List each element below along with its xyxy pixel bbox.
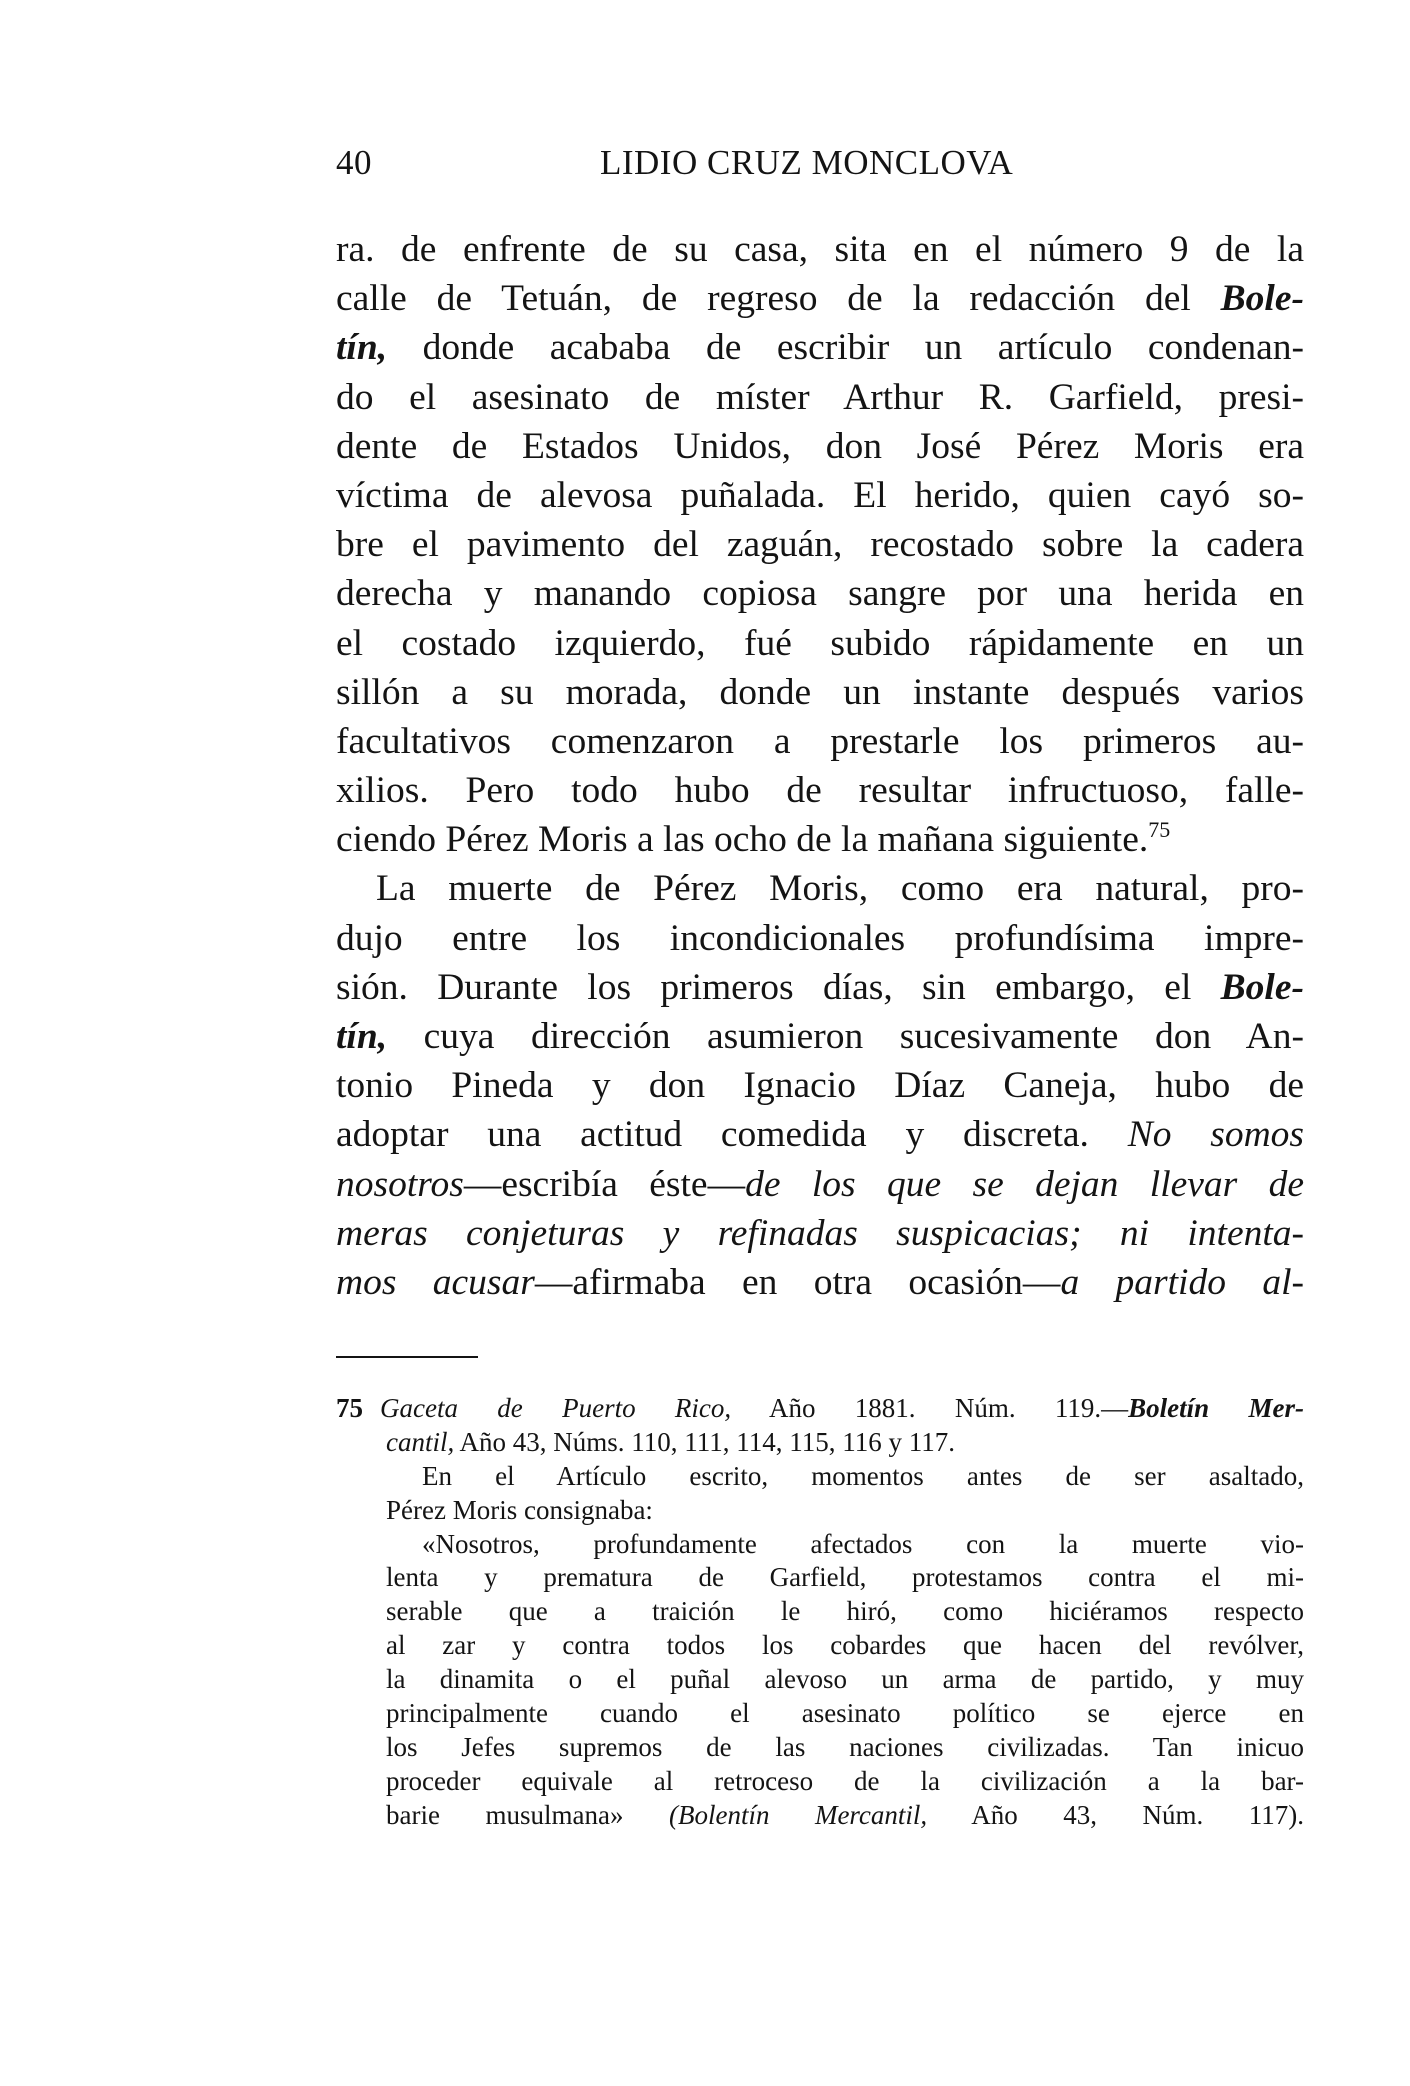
text-line: víctima de alevosa puñalada. El herido, quien cayó so- bbox=[336, 474, 1304, 516]
text-line: derecha y manando copiosa sangre por una herida en bbox=[336, 573, 1304, 615]
text-line: calle de Tetuán, de regreso de la redacción del Bole- bbox=[336, 278, 1304, 320]
text-line: sión. Durante los primeros días, sin embargo, el Bole- bbox=[336, 966, 1304, 1008]
footnote-line: 75 Gaceta de Puerto Rico, Año 1881. Núm. 119.—Boletín Mer- bbox=[336, 1392, 1304, 1426]
text-line: el costado izquierdo, fué subido rápidamente en un bbox=[336, 622, 1304, 664]
text-line: sillón a su morada, donde un instante después varios bbox=[336, 671, 1304, 713]
footnote-reference: 75 bbox=[1148, 817, 1171, 843]
text-line: La muerte de Pérez Moris, como era natural, pro- bbox=[376, 868, 1304, 910]
footnote-line: «Nosotros, profundamente afectados con la muerte vio- bbox=[422, 1528, 1304, 1559]
footnote-number: 75 bbox=[336, 1393, 363, 1423]
footnote-line: los Jefes supremos de las naciones civilizadas. Tan inicuo bbox=[386, 1731, 1304, 1762]
footnote-line: cantil, Año 43, Núms. 110, 111, 114, 115, 116 y 117. bbox=[386, 1426, 956, 1457]
body-text bbox=[336, 225, 1304, 1307]
page-number: 40 bbox=[336, 143, 372, 182]
text-line: dente de Estados Unidos, don José Pérez Moris era bbox=[336, 425, 1304, 467]
footnote-divider bbox=[336, 1356, 478, 1358]
running-title: LIDIO CRUZ MONCLOVA bbox=[600, 143, 1014, 182]
footnote-line: la dinamita o el puñal alevoso un arma de partido, y muy bbox=[386, 1664, 1304, 1695]
text-line: bre el pavimento del zaguán, recostado sobre la cadera bbox=[336, 524, 1304, 566]
text-line: facultativos comenzaron a prestarle los primeros au- bbox=[336, 720, 1304, 762]
text-line: adoptar una actitud comedida y discreta. No somos bbox=[336, 1114, 1304, 1156]
text-line: ciendo Pérez Moris a las ocho de la mañana siguiente.$^{75}$ bbox=[336, 817, 1171, 861]
text-line: dujo entre los incondicionales profundísima impre- bbox=[336, 917, 1304, 959]
text-line: tonio Pineda y don Ignacio Díaz Caneja, hubo de bbox=[336, 1065, 1304, 1107]
footnote-line: serable que a traición le hiró, como hiciéramos respecto bbox=[386, 1596, 1304, 1627]
footnote-line: lenta y prematura de Garfield, protestamos contra el mi- bbox=[386, 1562, 1304, 1593]
text-line: meras conjeturas y refinadas suspicacias; ni intenta- bbox=[336, 1212, 1304, 1254]
footnote-line: barie musulmana» (Bolentín Mercantil, Año 43, Núm. 117). bbox=[386, 1799, 1304, 1830]
text-line: xilios. Pero todo hubo de resultar infructuoso, falle- bbox=[336, 770, 1304, 812]
footnote-line: Pérez Moris consignaba: bbox=[386, 1494, 653, 1525]
text-line: ra. de enfrente de su casa, sita en el número 9 de la bbox=[336, 229, 1304, 270]
text-line: do el asesinato de míster Arthur R. Garfield, presi- bbox=[336, 376, 1304, 418]
text-line: tín, cuya dirección asumieron sucesivamente don An- bbox=[336, 1016, 1304, 1057]
footnote-line: proceder equivale al retroceso de la civilización a la bar- bbox=[386, 1765, 1304, 1796]
footnotes bbox=[336, 1392, 1304, 1833]
running-head bbox=[336, 138, 1336, 188]
footnote-line: principalmente cuando el asesinato político se ejerce en bbox=[386, 1698, 1304, 1729]
text-line: mos acusar—afirmaba en otra ocasión—a partido al- bbox=[336, 1261, 1304, 1303]
text-line: nosotros—escribía éste—de los que se dejan llevar de bbox=[336, 1163, 1304, 1205]
footnote-line: En el Artículo escrito, momentos antes de ser asaltado, bbox=[422, 1460, 1304, 1491]
text-line: tín, donde acababa de escribir un artículo condenan- bbox=[336, 327, 1304, 369]
footnote-line: al zar y contra todos los cobardes que hacen del revólver, bbox=[386, 1630, 1304, 1661]
